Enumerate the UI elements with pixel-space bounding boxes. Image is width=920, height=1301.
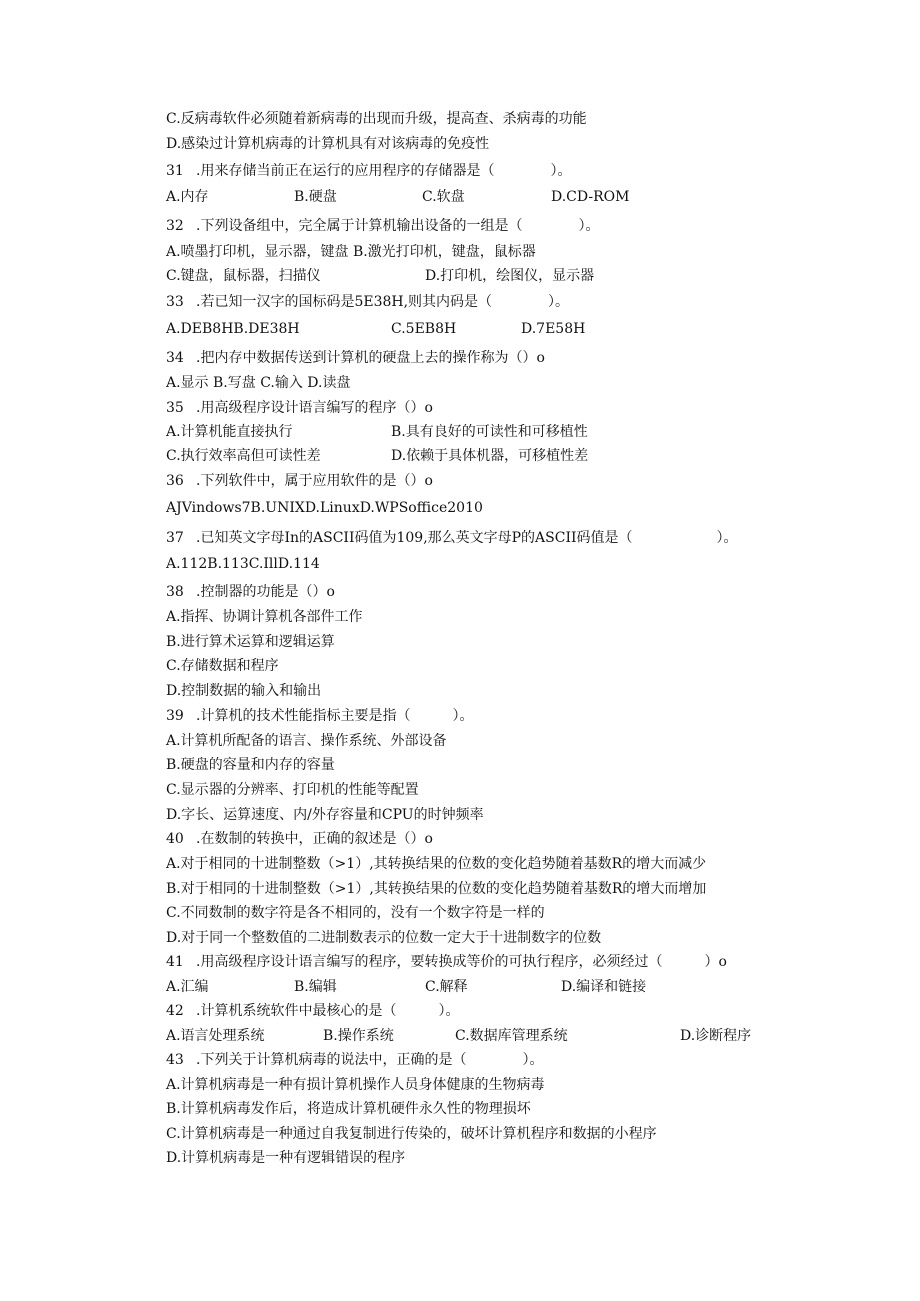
question-38 [166, 581, 335, 603]
answer-option: C.5EB8H [391, 321, 457, 337]
answer-option: D.编译和链接 [561, 979, 647, 995]
text-line: B.计算机病毒发作后，将造成计算机硬件永久性的物理损坏 [166, 1101, 531, 1117]
question-number: 38 [166, 584, 184, 600]
text-line: A.112B.113C.IllD.114 [166, 556, 320, 572]
text-line: A.计算机所配备的语言、操作系统、外部设备 [166, 733, 447, 749]
question-text: .若已知一汉字的国标码是5E38H,则其内码是（ ）。 [196, 294, 570, 310]
question-number: 34 [166, 350, 184, 366]
question-number: 41 [166, 954, 184, 970]
text-line: C.存储数据和程序 [166, 658, 279, 674]
answer-option: C.键盘，鼠标器，扫描仪 [166, 268, 321, 284]
text-line: D.计算机病毒是一种有逻辑错误的程序 [166, 1150, 406, 1166]
answer-option: B.操作系统 [323, 1028, 394, 1044]
question-31 [166, 160, 571, 182]
text-line: C.显示器的分辨率、打印机的性能等配置 [166, 782, 419, 798]
answer-option: D.7E58H [521, 321, 586, 337]
question-text: .把内存中数据传送到计算机的硬盘上去的操作称为（）o [196, 350, 545, 366]
question-number: 36 [166, 473, 184, 489]
answer-option: A.DEB8HB.DE38H [166, 321, 300, 337]
answer-option: D.CD-ROM [551, 189, 630, 205]
text-line: A.对于相同的十进制整数（>1）,其转换结果的位数的变化趋势随着基数R的增大而减少 [166, 856, 707, 872]
text-line: B.对于相同的十进制整数（>1）,其转换结果的位数的变化趋势随着基数R的增大而增加 [166, 881, 707, 897]
question-39 [166, 705, 473, 727]
text-line: B.进行算术运算和逻辑运算 [166, 634, 335, 650]
answer-option: C.软盘 [422, 189, 465, 205]
answer-option: B.具有良好的可读性和可移植性 [391, 424, 588, 440]
question-35 [166, 397, 433, 419]
text-line: D.控制数据的输入和输出 [166, 683, 322, 699]
answer-option: D.打印机，绘图仪，显示器 [425, 268, 595, 284]
question-42 [166, 1000, 459, 1022]
question-number: 43 [166, 1052, 184, 1068]
text-line: A.显示 B.写盘 C.输入 D.读盘 [166, 375, 351, 391]
question-number: 42 [166, 1003, 184, 1019]
question-37 [166, 527, 738, 549]
text-line: D.字长、运算速度、内/外存容量和CPU的时钟频率 [166, 807, 484, 823]
question-text: .已知英文字母In的ASCII码值为109,那么英文字母P的ASCII码值是（ ）。 [196, 530, 738, 546]
question-number: 40 [166, 831, 184, 847]
question-number: 39 [166, 708, 184, 724]
question-text: .下列关于计算机病毒的说法中，正确的是（ ）。 [196, 1052, 544, 1068]
question-text: .用高级程序设计语言编写的程序，要转换成等价的可执行程序，必须经过（ ）o [196, 954, 727, 970]
question-33 [166, 291, 569, 313]
answer-option: A.语言处理系统 [166, 1028, 265, 1044]
text-line: D.对于同一个整数值的二进制数表示的位数一定大于十进制数字的位数 [166, 930, 602, 946]
question-text: .在数制的转换中，正确的叙述是（）o [196, 831, 433, 847]
question-text: .控制器的功能是（）o [196, 584, 335, 600]
question-text: .下列设备组中，完全属于计算机输出设备的一组是（ ）。 [196, 218, 600, 234]
text-line: A.指挥、协调计算机各部件工作 [166, 609, 363, 625]
text-line: B.硬盘的容量和内存的容量 [166, 757, 335, 773]
question-text: .用高级程序设计语言编写的程序（）o [196, 400, 433, 416]
answer-option: A.计算机能直接执行 [166, 424, 293, 440]
question-number: 31 [166, 163, 184, 179]
answer-option: C.执行效率高但可读性差 [166, 448, 321, 464]
text-line: C.反病毒软件必须随着新病毒的出现而升级，提高查、杀病毒的功能 [166, 111, 587, 127]
question-34 [166, 347, 545, 369]
answer-option: D.依赖于具体机器，可移植性差 [391, 448, 589, 464]
answer-option: C.数据库管理系统 [455, 1028, 568, 1044]
text-line: A.计算机病毒是一种有损计算机操作人员身体健康的生物病毒 [166, 1077, 545, 1093]
text-line: C.不同数制的数字符是各不相同的，没有一个数字符是一样的 [166, 905, 545, 921]
question-number: 37 [166, 530, 184, 546]
answer-option: C.解释 [425, 979, 468, 995]
question-41 [166, 951, 727, 973]
question-text: .用来存储当前正在运行的应用程序的存储器是（ ）。 [196, 163, 572, 179]
question-text: .计算机的技术性能指标主要是指（ ）。 [196, 708, 474, 724]
question-number: 33 [166, 294, 184, 310]
question-43 [166, 1049, 543, 1071]
question-36 [166, 470, 433, 492]
question-40 [166, 828, 433, 850]
question-text: .下列软件中，属于应用软件的是（）o [196, 473, 433, 489]
text-line: AJVindows7B.UNIXD.LinuxD.WPSoffice2010 [166, 500, 483, 516]
answer-option: B.编辑 [294, 979, 337, 995]
text-line: C.计算机病毒是一种通过自我复制进行传染的，破坏计算机程序和数据的小程序 [166, 1126, 657, 1142]
answer-option: A.汇编 [166, 979, 209, 995]
answer-option: D.诊断程序 [680, 1028, 752, 1044]
answer-option: B.硬盘 [294, 189, 337, 205]
text-line: A.喷墨打印机，显示器，键盘 B.激光打印机，键盘，鼠标器 [166, 244, 536, 260]
question-number: 32 [166, 218, 184, 234]
text-line: D.感染过计算机病毒的计算机具有对该病毒的免疫性 [166, 136, 490, 152]
question-32 [166, 215, 599, 237]
question-text: .计算机系统软件中最核心的是（ ）。 [196, 1003, 460, 1019]
question-number: 35 [166, 400, 184, 416]
answer-option: A.内存 [166, 189, 209, 205]
